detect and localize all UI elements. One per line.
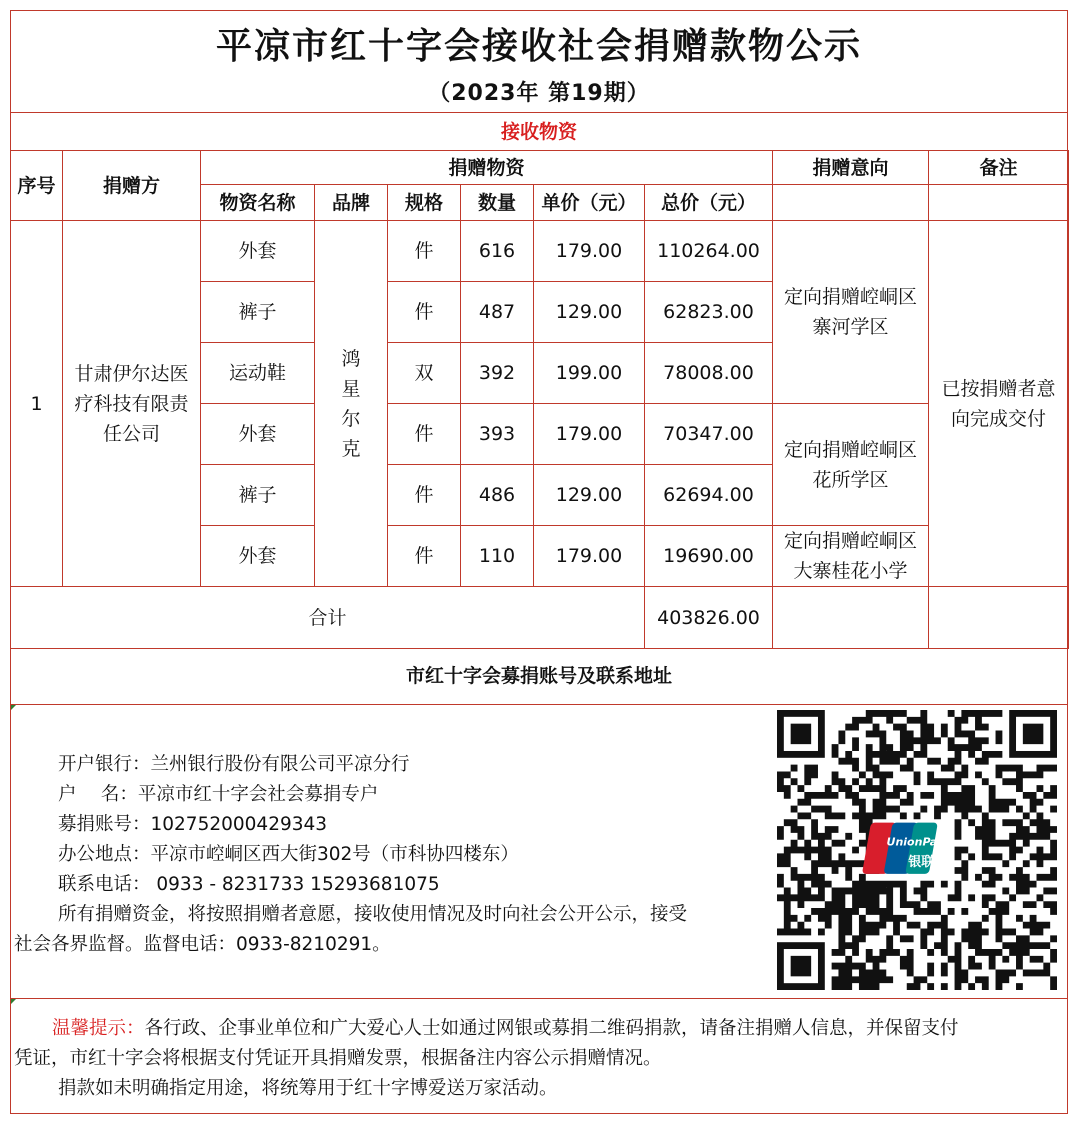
goods-name-cell: 裤子 [201, 282, 315, 343]
sum-label: 合计 [11, 587, 645, 649]
section-account-title: 市红十字会募捐账号及联系地址 [405, 665, 672, 687]
page-title: 平凉市红十字会接收社会捐赠款物公示 [215, 26, 862, 67]
unit-price-cell: 179.00 [534, 404, 645, 465]
header-seq: 序号 [11, 151, 63, 221]
spec-cell: 双 [388, 343, 461, 404]
tips-line: 捐款如未明确指定用途，将统筹用于红十字博爱送万家活动。 [58, 1078, 558, 1099]
qty-cell: 110 [461, 526, 534, 587]
account-name-line: 户 名：平凉市红十字会社会募捐专户 [58, 784, 379, 805]
total-cell: 110264.00 [645, 221, 773, 282]
total-cell: 62694.00 [645, 465, 773, 526]
note-cell: 已按捐赠者意向完成交付 [929, 221, 1069, 587]
divider [10, 704, 1068, 705]
goods-name-cell: 外套 [201, 221, 315, 282]
unit-price-cell: 179.00 [534, 526, 645, 587]
tips-line: 凭证，市红十字会将根据支付凭证开具捐赠发票，根据备注内容公示捐赠情况。 [14, 1048, 662, 1069]
header-goods-name: 物资名称 [201, 185, 315, 221]
address-line: 办公地点：平凉市崆峒区西大街302号（市科协四楼东） [58, 844, 519, 865]
goods-name-cell: 裤子 [201, 465, 315, 526]
unionpay-logo-text: 银联 [908, 855, 935, 871]
sum-value: 403826.00 [645, 587, 773, 649]
warm-tips [14, 1014, 1066, 1104]
supervision-line: 所有捐赠资金，将按照捐赠者意愿，接收使用情况及时向社会公开公示，接受 [58, 904, 688, 925]
qty-cell: 392 [461, 343, 534, 404]
unit-price-cell: 129.00 [534, 282, 645, 343]
unit-price-cell: 199.00 [534, 343, 645, 404]
intent-cell: 定向捐赠崆峒区寨河学区 [773, 221, 929, 404]
donation-qr-code[interactable] [773, 710, 1061, 990]
sum-row [11, 587, 1069, 649]
seq-cell: 1 [11, 221, 63, 587]
spec-cell: 件 [388, 221, 461, 282]
donor-cell: 甘肃伊尔达医疗科技有限责任公司 [63, 221, 201, 587]
divider [10, 112, 1068, 113]
qty-cell: 487 [461, 282, 534, 343]
supervision-line-2: 社会各界监督。监督电话：0933-8210291。 [14, 934, 391, 955]
qty-cell: 486 [461, 465, 534, 526]
total-cell: 70347.00 [645, 404, 773, 465]
unit-price-cell: 129.00 [534, 465, 645, 526]
goods-name-cell: 外套 [201, 404, 315, 465]
header-brand: 品牌 [315, 185, 388, 221]
contact-info [14, 750, 759, 960]
qty-cell: 616 [461, 221, 534, 282]
sum-intent-blank [773, 587, 929, 649]
header-intent-blank [773, 185, 929, 221]
account-number-line: 募捐账号：102752000429343 [58, 814, 328, 835]
brand-cell: 鸿星尔克 [315, 221, 388, 587]
header-note: 备注 [929, 151, 1069, 185]
bank-line: 开户银行：兰州银行股份有限公司平凉分行 [58, 754, 410, 775]
phone-line: 联系电话： 0933 - 8231733 15293681075 [58, 874, 440, 895]
header-intent: 捐赠意向 [773, 151, 929, 185]
goods-name-cell: 运动鞋 [201, 343, 315, 404]
intent-cell: 定向捐赠崆峒区花所学区 [773, 404, 929, 526]
tips-line: 各行政、企事业单位和广大爱心人士如通过网银或募捐二维码捐款，请备注捐赠人信息，并保留支付 [144, 1018, 959, 1039]
unionpay-logo-icon [862, 823, 945, 874]
total-cell: 19690.00 [645, 526, 773, 587]
header-unit-price: 单价（元） [534, 185, 645, 221]
sum-note-blank [929, 587, 1069, 649]
spec-cell: 件 [388, 526, 461, 587]
tips-label: 温馨提示： [52, 1018, 145, 1039]
spec-cell: 件 [388, 465, 461, 526]
qty-cell: 393 [461, 404, 534, 465]
divider [10, 998, 1068, 999]
spec-cell: 件 [388, 282, 461, 343]
issue-number: （2023年 第19期） [428, 81, 650, 106]
header-spec: 规格 [388, 185, 461, 221]
header-goods: 捐赠物资 [201, 151, 773, 185]
header-donor: 捐赠方 [63, 151, 201, 221]
section-received-title: 接收物资 [500, 121, 577, 143]
header-qty: 数量 [461, 185, 534, 221]
spec-cell: 件 [388, 404, 461, 465]
cell-marker [11, 705, 16, 710]
goods-name-cell: 外套 [201, 526, 315, 587]
cell-marker [11, 999, 16, 1004]
header-total: 总价（元） [645, 185, 773, 221]
table-row [11, 221, 1069, 282]
header-note-blank [929, 185, 1069, 221]
donation-table [10, 150, 1069, 649]
unit-price-cell: 179.00 [534, 221, 645, 282]
total-cell: 62823.00 [645, 282, 773, 343]
total-cell: 78008.00 [645, 343, 773, 404]
intent-cell: 定向捐赠崆峒区大寨桂花小学 [773, 526, 929, 587]
unionpay-logo-text: UnionPay [886, 835, 945, 849]
